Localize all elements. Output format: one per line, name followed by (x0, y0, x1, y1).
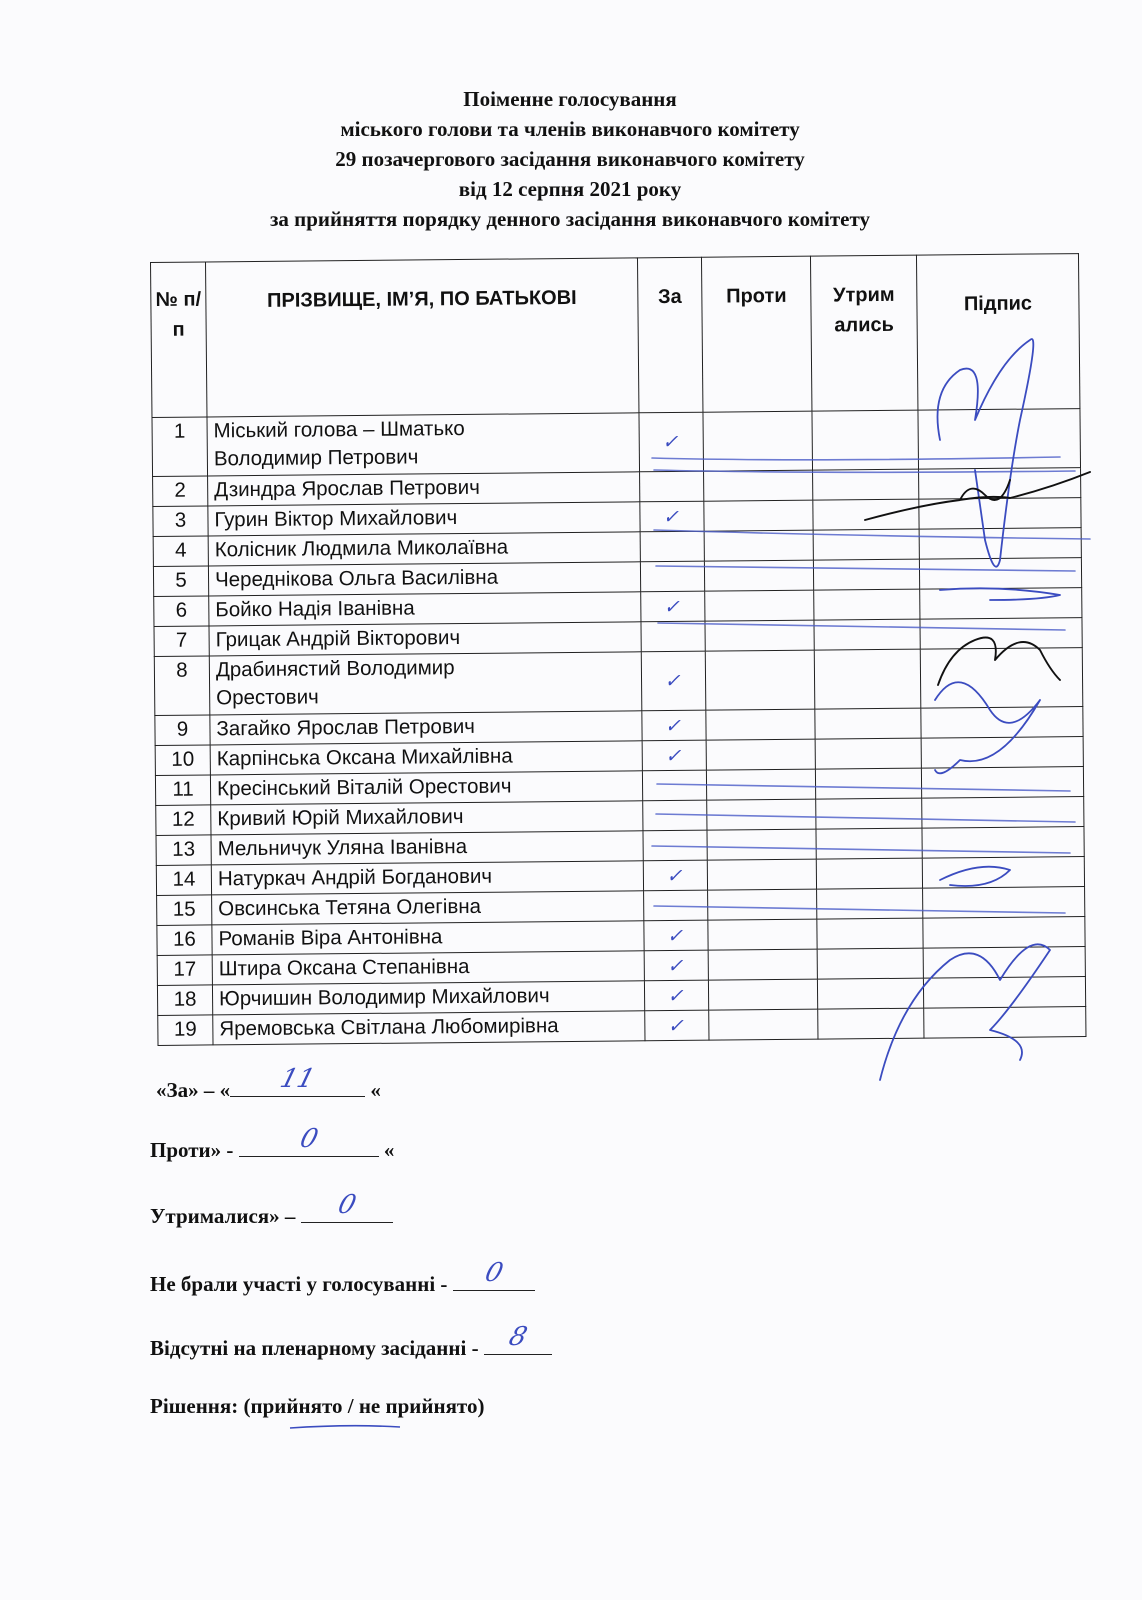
vote-abstained-cell (815, 738, 921, 769)
vote-against-cell (704, 500, 813, 531)
summary-not-voted-label: Не брали участі у голосуванні - (150, 1272, 453, 1296)
summary-against-blank (239, 1124, 379, 1157)
member-name: Дзиндра Ярослав Петрович (208, 472, 640, 506)
summary-absent-blank (484, 1322, 552, 1355)
member-name: Штира Оксана Степанівна (212, 951, 644, 985)
signature-cell (923, 917, 1085, 949)
vote-for-mark (641, 591, 705, 622)
vote-for-mark (644, 920, 708, 951)
vote-against-cell (705, 620, 814, 651)
row-number: 7 (154, 626, 209, 657)
row-number: 1 (152, 417, 208, 477)
table-row (154, 648, 1083, 716)
summary-abstained (150, 1190, 393, 1229)
vote-abstained-cell (815, 768, 921, 799)
vote-abstained-cell (818, 1008, 924, 1039)
row-number: 3 (153, 506, 208, 537)
row-number: 2 (153, 476, 208, 507)
vote-for-mark (643, 830, 707, 861)
vote-for-mark (640, 531, 704, 562)
member-name-line: Орестович (216, 685, 319, 710)
vote-abstained-cell (812, 410, 919, 470)
vote-against-cell (706, 709, 815, 740)
vote-against-cell (704, 560, 813, 591)
document-heading (150, 84, 990, 234)
member-name: Колісник Людмила Миколаївна (208, 532, 640, 566)
signature-cell (919, 468, 1081, 500)
roll-call-table (150, 253, 1086, 1046)
vote-against-cell (703, 411, 813, 471)
signature-cell (920, 648, 1083, 709)
vote-for-mark (644, 980, 708, 1011)
row-number: 11 (155, 775, 210, 806)
vote-abstained-cell (817, 918, 923, 949)
signature-cell (921, 737, 1083, 769)
header-abstained: Утрим ались (810, 255, 917, 411)
vote-abstained-cell (817, 948, 923, 979)
summary-for (156, 1064, 381, 1103)
header-number: № п/п (151, 262, 207, 418)
row-number: 5 (153, 566, 208, 597)
member-name: Юрчишин Володимир Михайлович (212, 981, 644, 1015)
vote-against-cell (705, 590, 814, 621)
signature-cell (919, 498, 1081, 530)
row-number: 14 (156, 865, 211, 896)
vote-abstained-cell (813, 559, 919, 590)
row-number: 13 (156, 835, 211, 866)
summary-not-voted-blank (453, 1258, 535, 1291)
summary-abstained-value: 0 (334, 1190, 359, 1220)
vote-against-cell (708, 979, 817, 1010)
signature-cell (920, 588, 1082, 620)
vote-abstained-cell (815, 708, 921, 739)
vote-abstained-cell (814, 589, 920, 620)
checkmark: ✓ (665, 954, 688, 977)
vote-for-mark (644, 890, 708, 921)
member-name: Мельничук Уляна Іванівна (211, 831, 643, 865)
summary-not-voted-value: 0 (481, 1258, 506, 1288)
table-row (152, 409, 1081, 477)
member-name-line: Міський голова – Шматько (213, 416, 465, 443)
signature-cell (920, 618, 1082, 650)
signature-cell (918, 409, 1081, 470)
vote-for-mark (640, 471, 704, 502)
vote-abstained-cell (814, 649, 921, 709)
vote-for-mark (639, 412, 704, 472)
member-name: Натуркач Андрій Богданович (211, 861, 643, 895)
summary-absent-label: Відсутні на пленарному засіданні - (150, 1336, 484, 1360)
summary-decision: Рішення: (прийнято / не прийнято) (150, 1394, 485, 1418)
member-name: Романів Віра Антонівна (212, 921, 644, 955)
vote-against-cell (706, 739, 815, 770)
member-name: Гурин Віктор Михайлович (208, 502, 640, 536)
summary-for-blank (230, 1064, 365, 1097)
vote-for-mark (640, 501, 704, 532)
vote-for-mark (642, 770, 706, 801)
vote-abstained-cell (816, 858, 922, 889)
vote-against-cell (705, 650, 815, 710)
summary-abstained-label: Утрималися» – (150, 1204, 301, 1228)
signature-cell (923, 887, 1085, 919)
signature-cell (921, 707, 1083, 739)
heading-line-1: Поіменне голосування (463, 87, 677, 111)
checkmark: ✓ (662, 669, 685, 693)
checkmark: ✓ (665, 924, 687, 947)
vote-abstained-cell (817, 978, 923, 1009)
vote-for-mark (642, 740, 706, 771)
member-name-line: Драбинястий Володимир (215, 656, 455, 682)
heading-line-2: міського голови та членів виконавчого комітету (340, 117, 800, 141)
member-name: Грицак Андрій Вікторович (209, 622, 641, 656)
member-name: Карпінська Оксана Михайлівна (210, 741, 642, 775)
signature-cell (923, 977, 1085, 1009)
vote-for-mark (641, 621, 705, 652)
header-against: Проти (701, 256, 811, 412)
row-number: 12 (156, 805, 211, 836)
header-signature: Підпис (916, 254, 1079, 411)
vote-abstained-cell (813, 499, 919, 530)
heading-line-3: 29 позачергового засідання виконавчого комітету (335, 147, 805, 171)
checkmark: ✓ (663, 744, 686, 767)
summary-absent-value: 8 (505, 1322, 531, 1352)
row-number: 6 (154, 596, 209, 627)
summary-for-label: «За» – « (156, 1078, 231, 1102)
member-name: Яремовська Світлана Любомирівна (213, 1011, 645, 1045)
member-name: Череднікова Ольга Василівна (208, 562, 640, 596)
vote-against-cell (704, 530, 813, 561)
member-name (207, 413, 640, 476)
member-name: Кресінський Віталій Орестович (210, 771, 642, 805)
vote-for-mark (645, 1010, 709, 1041)
member-name: Кривий Юрій Михайлович (211, 801, 643, 835)
row-number: 17 (157, 955, 212, 986)
row-number: 18 (157, 985, 212, 1016)
signature-cell (919, 558, 1081, 590)
summary-against-value: 0 (296, 1124, 321, 1154)
row-number: 19 (158, 1015, 213, 1046)
vote-for-mark (640, 561, 704, 592)
row-number: 9 (155, 715, 210, 746)
vote-for-mark (642, 710, 706, 741)
vote-abstained-cell (816, 828, 922, 859)
row-number: 8 (154, 656, 210, 716)
member-name-line: Володимир Петрович (213, 445, 419, 471)
vote-against-cell (708, 889, 817, 920)
signature-cell (922, 827, 1084, 859)
vote-abstained-cell (813, 529, 919, 560)
vote-against-cell (707, 859, 816, 890)
row-number: 4 (153, 536, 208, 567)
checkmark: ✓ (660, 430, 683, 454)
summary-abstained-blank (301, 1190, 393, 1223)
header-name: ПРІЗВИЩЕ, ІМ’Я, ПО БАТЬКОВІ (206, 258, 639, 417)
vote-for-mark (643, 800, 707, 831)
checkmark: ✓ (661, 505, 683, 528)
signature-cell (919, 528, 1081, 560)
vote-against-cell (704, 470, 813, 501)
table-header-row (151, 254, 1080, 418)
vote-abstained-cell (813, 469, 919, 500)
checkmark: ✓ (662, 595, 684, 618)
vote-for-mark (644, 950, 708, 981)
summary-for-value: 11 (277, 1064, 319, 1094)
vote-against-cell (708, 919, 817, 950)
heading-line-5: за прийняття порядку денного засідання виконавчого комітету (269, 207, 871, 231)
header-for: За (637, 257, 702, 413)
checkmark: ✓ (666, 1014, 688, 1037)
member-name: Бойко Надія Іванівна (209, 592, 641, 626)
signature-cell (921, 767, 1083, 799)
vote-against-cell (709, 1009, 818, 1040)
vote-for-mark (641, 651, 706, 711)
vote-abstained-cell (816, 798, 922, 829)
checkmark: ✓ (664, 864, 687, 887)
decision-underline (290, 1426, 400, 1428)
vote-for-mark (643, 860, 707, 891)
heading-line-4: від 12 серпня 2021 року (458, 177, 682, 201)
summary-absent (150, 1322, 552, 1361)
vote-against-cell (707, 829, 816, 860)
checkmark: ✓ (663, 714, 685, 737)
summary-not-voted (150, 1258, 535, 1297)
member-name (209, 652, 642, 715)
summary-against (150, 1124, 395, 1163)
vote-abstained-cell (817, 888, 923, 919)
signature-cell (922, 857, 1084, 889)
row-number: 15 (157, 895, 212, 926)
vote-against-cell (708, 949, 817, 980)
member-name: Овсинська Тетяна Олегівна (212, 891, 644, 925)
row-number: 10 (155, 745, 210, 776)
summary-for-suffix: « (365, 1078, 381, 1102)
vote-against-cell (707, 799, 816, 830)
signature-cell (922, 797, 1084, 829)
row-number: 16 (157, 925, 212, 956)
member-name: Загайко Ярослав Петрович (210, 711, 642, 745)
signature-cell (924, 1007, 1086, 1039)
vote-against-cell (706, 769, 815, 800)
checkmark: ✓ (665, 984, 688, 1007)
summary-against-label: Проти» - (150, 1138, 239, 1162)
summary-against-suffix: « (378, 1138, 395, 1162)
signature-cell (923, 947, 1085, 979)
vote-abstained-cell (814, 619, 920, 650)
